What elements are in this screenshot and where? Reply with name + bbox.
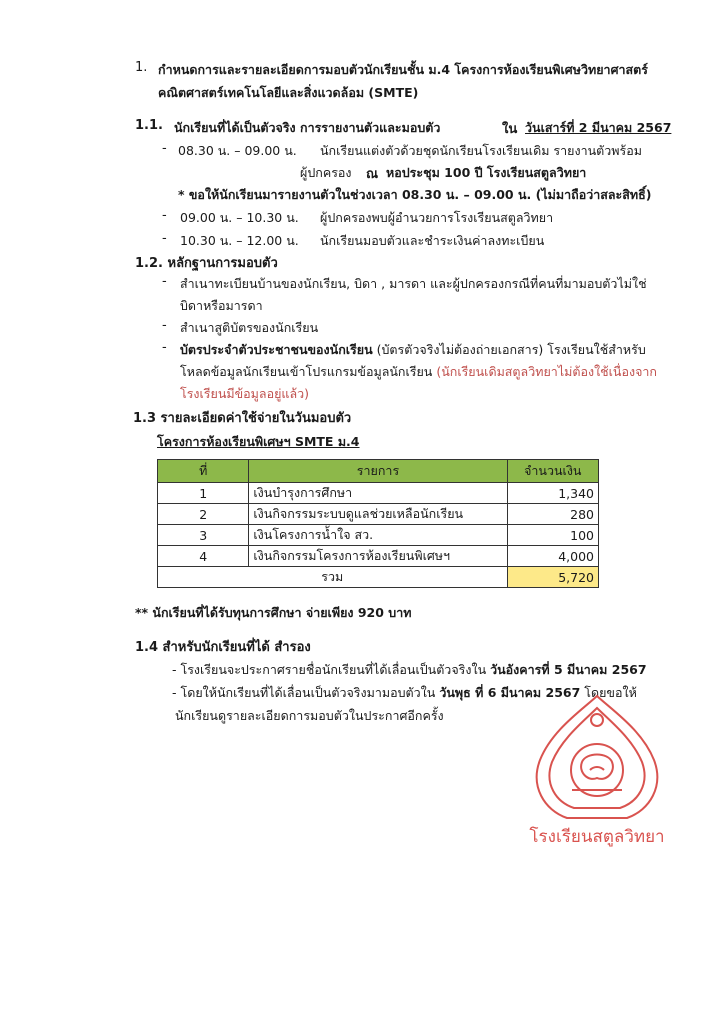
schedule-desc-3: นักเรียนมอบตัวและชำระเงินค่าลงทะเบียน xyxy=(320,233,545,248)
total-label: รวม xyxy=(158,567,508,588)
row-item: เงินโครงการน้ำใจ สว. xyxy=(249,525,507,546)
dash-bullet: - xyxy=(162,208,167,223)
document-3-line3-note: โรงเรียนมีข้อมูลอยู่แล้ว) xyxy=(180,386,310,401)
seal-text: โรงเรียนสตูลวิทยา xyxy=(529,827,665,847)
schedule-time-1: 08.30 น. – 09.00 น. xyxy=(178,143,297,158)
header-number: ที่ xyxy=(158,460,249,483)
schedule-desc-1: นักเรียนแต่งตัวด้วยชุดนักเรียนโรงเรียนเดิม รายงานตัวพร้อม xyxy=(320,143,642,158)
document-3-line2-text: โหลดข้อมูลนักเรียนเข้าโปรแกรมข้อมูลนักเรียน xyxy=(180,364,437,379)
dash-bullet: - xyxy=(162,340,167,355)
dash-bullet: - xyxy=(162,231,167,246)
section-1-3-title: 1.3 รายละเอียดค่าใช้จ่ายในวันมอบตัว xyxy=(133,411,352,426)
section-1-2-title: 1.2. หลักฐานการมอบตัว xyxy=(135,256,278,271)
document-3-rest: (บัตรตัวจริงไม่ต้องถ่ายเอกสาร) โรงเรียนใช้สำหรับ xyxy=(372,342,646,357)
table-row xyxy=(158,483,599,504)
fee-table xyxy=(157,459,599,588)
seal-emblem-icon xyxy=(512,690,682,850)
reserve-line1-text: - โรงเรียนจะประกาศรายชื่อนักเรียนที่ได้เลื่อนเป็นตัวจริงใน xyxy=(172,662,491,677)
table-row xyxy=(158,525,599,546)
table-caption: โครงการห้องเรียนพิเศษฯ SMTE ม.4 xyxy=(157,434,360,449)
row-amount: 280 xyxy=(507,504,598,525)
schedule-time-2: 09.00 น. – 10.30 น. xyxy=(180,210,299,225)
document-3-line1 xyxy=(180,340,646,360)
reserve-line2-tail: โดยขอให้ xyxy=(580,685,637,700)
row-amount: 4,000 xyxy=(507,546,598,567)
dash-bullet: - xyxy=(162,274,167,289)
document-3-line2-note: (นักเรียนเดิมสตูลวิทยาไม่ต้องใช้เนื่องจาก xyxy=(436,364,657,379)
reserve-line1-date: วันอังคารที่ 5 มีนาคม 2567 xyxy=(490,662,647,677)
table-header-row xyxy=(158,460,599,483)
row-item: เงินบำรุงการศึกษา xyxy=(249,483,507,504)
heading-line2: คณิตศาสตร์เทคโนโลยีและสิ่งแวดล้อม (SMTE) xyxy=(158,85,419,100)
section-1-1-in: ใน xyxy=(502,122,518,137)
row-number: 1 xyxy=(158,483,249,504)
header-item: รายการ xyxy=(249,460,507,483)
heading-number: 1. xyxy=(135,60,148,75)
document-1-line1: สำเนาทะเบียนบ้านของนักเรียน, บิดา , มารดา และผู้ปกครองกรณีที่คนที่มามอบตัวไม่ใช่ xyxy=(180,276,647,291)
table-total-row xyxy=(158,567,599,588)
schedule-time-3: 10.30 น. – 12.00 น. xyxy=(180,233,299,248)
row-number: 3 xyxy=(158,525,249,546)
schedule-venue: หอประชุม 100 ปี โรงเรียนสตูลวิทยา xyxy=(386,165,587,180)
row-item: เงินกิจกรรมระบบดูแลช่วยเหลือนักเรียน xyxy=(249,504,507,525)
document-1-line2: บิดาหรือมารดา xyxy=(180,298,263,313)
document-3-bold: บัตรประจำตัวประชาชนของนักเรียน xyxy=(180,342,373,357)
row-amount: 1,340 xyxy=(507,483,598,504)
scholarship-note: ** นักเรียนที่ได้รับทุนการศึกษา จ่ายเพียง 920 บาท xyxy=(135,605,412,620)
reserve-line1 xyxy=(172,660,647,680)
row-number: 2 xyxy=(158,504,249,525)
total-amount: 5,720 xyxy=(507,567,598,588)
reserve-line3: นักเรียนดูรายละเอียดการมอบตัวในประกาศอีกครั้ง xyxy=(175,708,444,723)
section-1-1-title: นักเรียนที่ได้เป็นตัวจริง การรายงานตัวและมอบตัว xyxy=(174,120,441,135)
school-seal xyxy=(512,690,682,850)
schedule-at: ณ xyxy=(366,167,379,182)
reserve-line2-text: - โดยให้นักเรียนที่ได้เลื่อนเป็นตัวจริงมามอบตัวใน xyxy=(172,685,440,700)
table-row xyxy=(158,546,599,567)
schedule-guardian: ผู้ปกครอง xyxy=(300,165,352,180)
document-3-line2 xyxy=(180,362,657,382)
row-number: 4 xyxy=(158,546,249,567)
section-1-4-title: 1.4 สำหรับนักเรียนที่ได้ สำรอง xyxy=(135,640,311,655)
dash-bullet: - xyxy=(162,318,167,333)
schedule-desc-2: ผู้ปกครองพบผู้อำนวยการโรงเรียนสตูลวิทยา xyxy=(320,210,554,225)
section-1-1-number: 1.1. xyxy=(135,118,163,133)
header-amount: จำนวนเงิน xyxy=(507,460,598,483)
attendance-note: * ขอให้นักเรียนมารายงานตัวในช่วงเวลา 08.30 น. – 09.00 น. (ไม่มาถือว่าสละสิทธิ์) xyxy=(178,187,652,202)
row-item: เงินกิจกรรมโครงการห้องเรียนพิเศษฯ xyxy=(249,546,507,567)
table-row xyxy=(158,504,599,525)
row-amount: 100 xyxy=(507,525,598,546)
reserve-line2-date: วันพุธ ที่ 6 มีนาคม 2567 xyxy=(439,685,581,700)
heading-line1: กำหนดการและรายละเอียดการมอบตัวนักเรียนชั้น ม.4 โครงการห้องเรียนพิเศษวิทยาศาสตร์ xyxy=(158,62,648,77)
document-2: สำเนาสูติบัตรของนักเรียน xyxy=(180,320,319,335)
dash-bullet: - xyxy=(162,141,167,156)
section-1-1-date: วันเสาร์ที่ 2 มีนาคม 2567 xyxy=(525,120,672,135)
